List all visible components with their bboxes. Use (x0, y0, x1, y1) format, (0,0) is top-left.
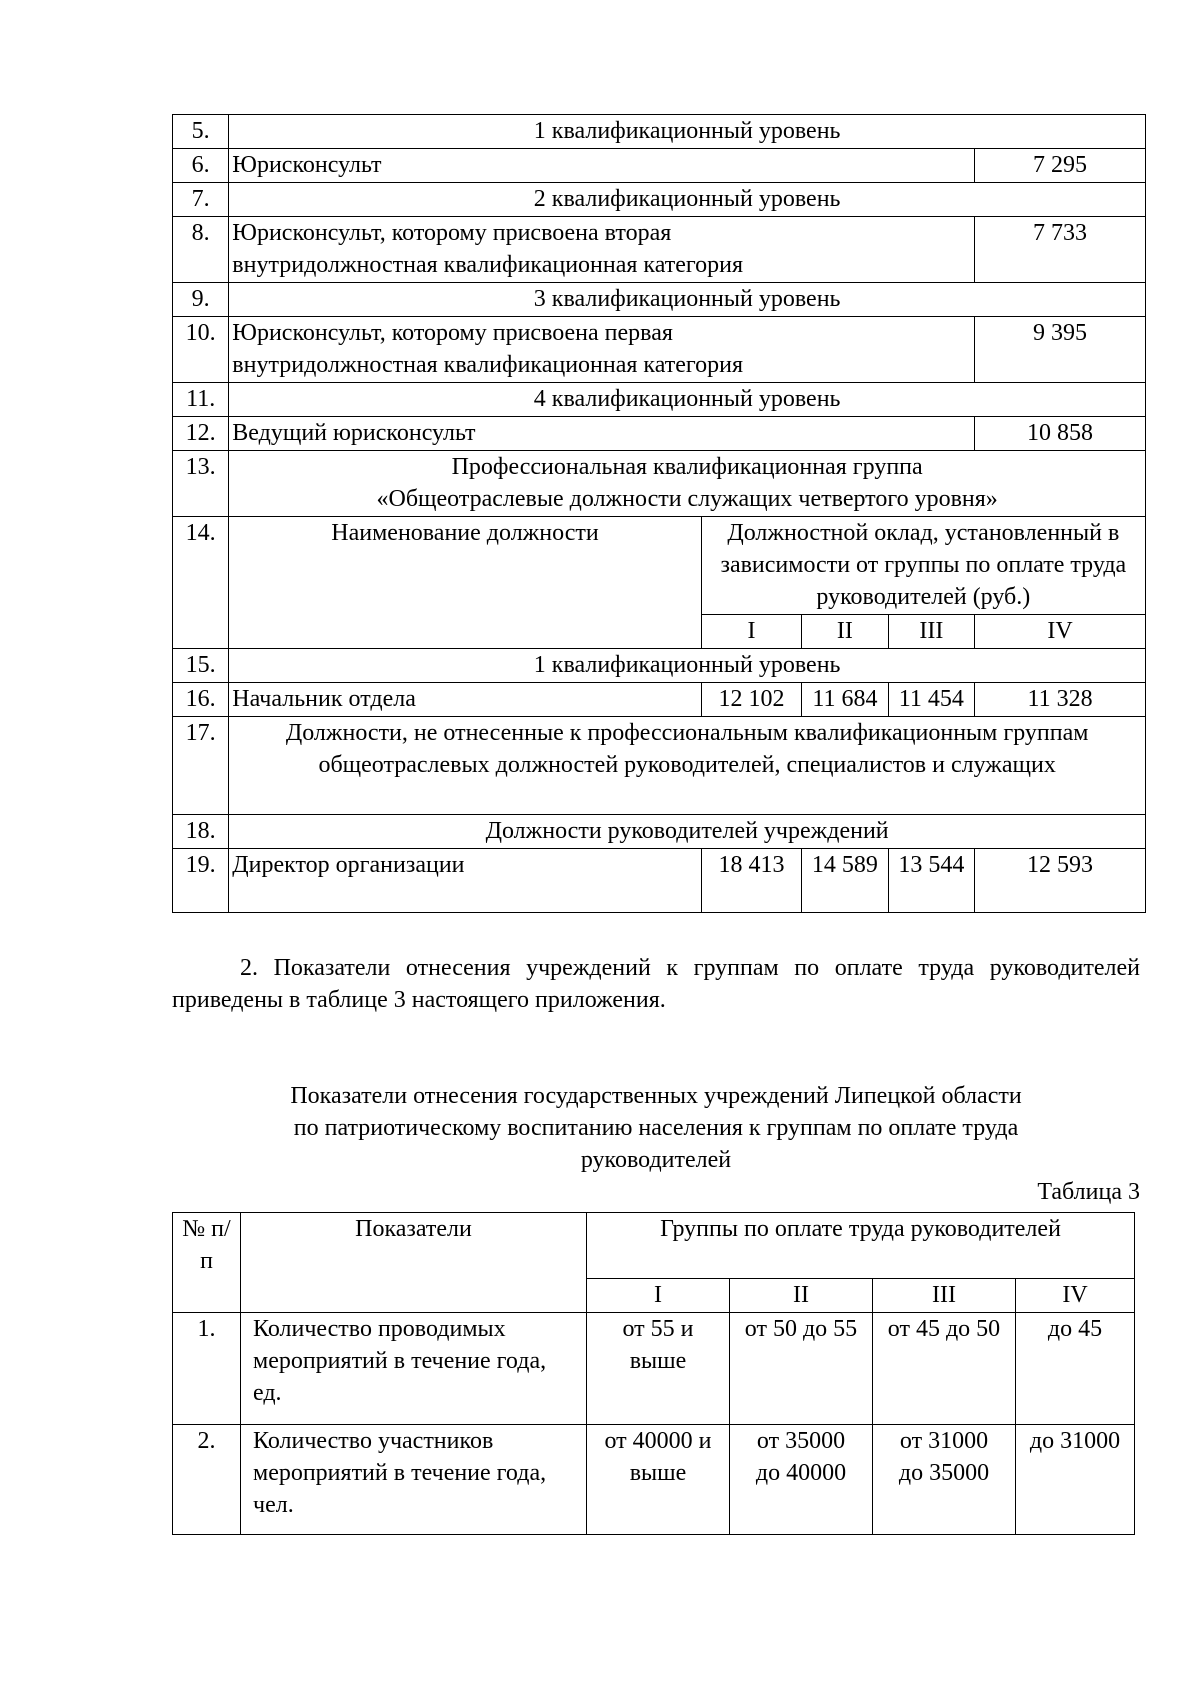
indicator-name: Количество участников мероприятий в течение года, чел. (241, 1425, 587, 1535)
row-number: 1. (173, 1313, 241, 1425)
table-row (173, 183, 1146, 217)
salary-value: 10 858 (975, 417, 1146, 451)
row-number: 2. (173, 1425, 241, 1535)
level-heading: 4 квалификационный уровень (229, 383, 1146, 417)
group-range: от 50 до 55 (730, 1313, 873, 1425)
row-number: 9. (173, 283, 229, 317)
table-row (173, 815, 1146, 849)
position-name: Директор организации (229, 849, 701, 913)
indicators-table (172, 1212, 1135, 1535)
group-range: от 40000 и выше (587, 1425, 730, 1535)
table-caption: Таблица 3 (1037, 1179, 1140, 1205)
table-row (173, 649, 1146, 683)
row-number: 11. (173, 383, 229, 417)
column-header-groups: Группы по оплате труда руководителей (587, 1213, 1135, 1279)
table-row (173, 517, 1146, 615)
table-row (173, 683, 1146, 717)
table-row (173, 149, 1146, 183)
row-number: 14. (173, 517, 229, 649)
body-paragraph-text: 2. Показатели отнесения учреждений к группам по оплате труда руководителей приведены в таблице 3 настоящего приложения. (172, 955, 1140, 1013)
group-label: I (701, 615, 802, 649)
group-range: до 31000 (1016, 1425, 1135, 1535)
row-number: 8. (173, 217, 229, 283)
salary-value: 11 684 (802, 683, 888, 717)
group-heading: Должности руководителей учреждений (229, 815, 1146, 849)
salary-value: 7 733 (975, 217, 1146, 283)
table-row (173, 217, 1146, 283)
column-header-salary: Должностной оклад, установленный в зависимости от группы по оплате труда руководителей (руб.) (701, 517, 1145, 615)
row-number: 16. (173, 683, 229, 717)
group-range: от 45 до 50 (873, 1313, 1016, 1425)
row-number: 5. (173, 115, 229, 149)
column-header-indicators: Показатели (241, 1213, 587, 1313)
table-row (173, 417, 1146, 451)
column-header-number: № п/п (173, 1213, 241, 1313)
group-label: I (587, 1279, 730, 1313)
column-header-name: Наименование должности (229, 517, 701, 649)
salary-value: 7 295 (975, 149, 1146, 183)
table-row (173, 115, 1146, 149)
row-number: 12. (173, 417, 229, 451)
table-row (173, 717, 1146, 815)
table3-title-line: Показатели отнесения государственных учреждений Липецкой области (290, 1083, 1022, 1109)
body-paragraph (172, 952, 1140, 1016)
table-row (173, 317, 1146, 383)
row-number: 13. (173, 451, 229, 517)
table-row (173, 1425, 1135, 1535)
position-name (229, 317, 975, 383)
position-name-line: Юрисконсульт, которому присвоена вторая (232, 220, 672, 246)
group-heading (229, 451, 1146, 517)
salary-value: 18 413 (701, 849, 802, 913)
level-heading: 3 квалификационный уровень (229, 283, 1146, 317)
group-heading: Должности, не отнесенные к профессиональным квалификационным группам общеотраслевых должностей руководителей, специалистов и служащих (229, 717, 1146, 815)
salary-value: 11 328 (975, 683, 1146, 717)
salary-value: 12 102 (701, 683, 802, 717)
group-range: до 45 (1016, 1313, 1135, 1425)
table3-title-line: по патриотическому воспитанию населения к группам по оплате труда (293, 1115, 1019, 1141)
salary-value: 11 454 (888, 683, 974, 717)
position-name: Юрисконсульт (229, 149, 975, 183)
group-label: III (873, 1279, 1016, 1313)
position-name-line: внутридолжностная квалификационная категория (232, 352, 744, 378)
salary-value: 14 589 (802, 849, 888, 913)
salary-value: 9 395 (975, 317, 1146, 383)
table-row (173, 1313, 1135, 1425)
table-row (173, 849, 1146, 913)
position-name: Начальник отдела (229, 683, 701, 717)
position-name-line: Юрисконсульт, которому присвоена первая (232, 320, 673, 346)
group-label: IV (975, 615, 1146, 649)
table-row (173, 383, 1146, 417)
level-heading: 2 квалификационный уровень (229, 183, 1146, 217)
level-heading: 1 квалификационный уровень (229, 649, 1146, 683)
table-row (173, 451, 1146, 517)
position-name: Ведущий юрисконсульт (229, 417, 975, 451)
salary-value: 12 593 (975, 849, 1146, 913)
salary-table (172, 114, 1146, 913)
level-heading: 1 квалификационный уровень (229, 115, 1146, 149)
group-range: от 55 и выше (587, 1313, 730, 1425)
group-label: II (802, 615, 888, 649)
row-number: 18. (173, 815, 229, 849)
table3-title (172, 1080, 1140, 1176)
group-label: III (888, 615, 974, 649)
table-row (173, 283, 1146, 317)
row-number: 6. (173, 149, 229, 183)
row-number: 15. (173, 649, 229, 683)
position-name (229, 217, 975, 283)
group-range: от 35000 до 40000 (730, 1425, 873, 1535)
group-label: II (730, 1279, 873, 1313)
group-label: IV (1016, 1279, 1135, 1313)
indicator-name: Количество проводимых мероприятий в течение года, ед. (241, 1313, 587, 1425)
row-number: 17. (173, 717, 229, 815)
row-number: 19. (173, 849, 229, 913)
table-header-row (173, 1213, 1135, 1279)
group-heading-line: «Общеотраслевые должности служащих четвертого уровня» (376, 486, 998, 512)
salary-value: 13 544 (888, 849, 974, 913)
group-heading-line: Профессиональная квалификационная группа (451, 454, 923, 480)
table3-title-line: руководителей (580, 1147, 732, 1173)
group-range: от 31000 до 35000 (873, 1425, 1016, 1535)
row-number: 10. (173, 317, 229, 383)
row-number: 7. (173, 183, 229, 217)
position-name-line: внутридолжностная квалификационная категория (232, 252, 744, 278)
